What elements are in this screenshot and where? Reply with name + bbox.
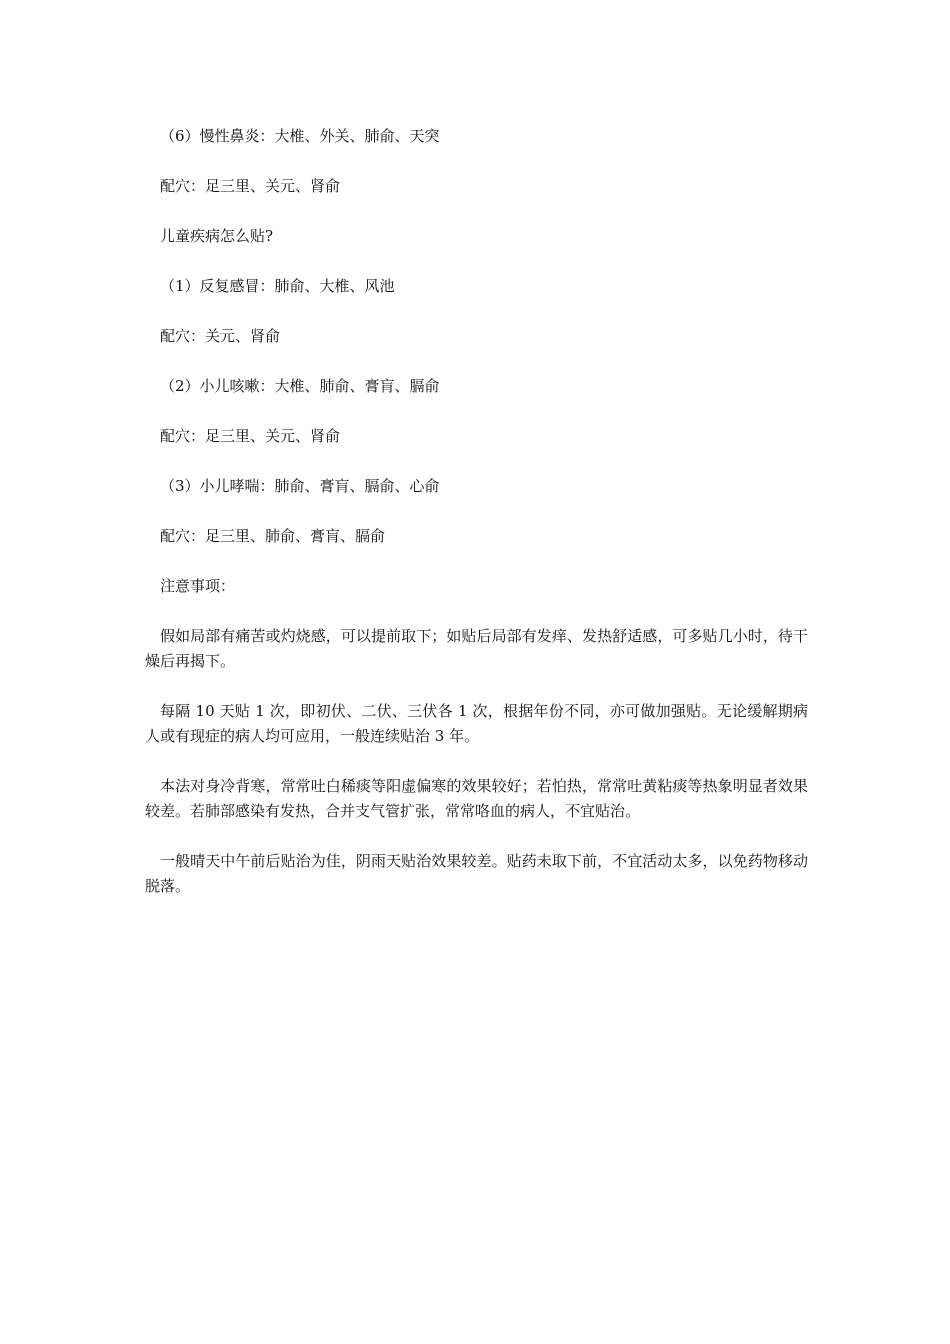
precaution-paragraph: 假如局部有痛苦或灼烧感，可以提前取下；如贴后局部有发痒、发热舒适感，可多贴几小时，待干燥后再揭下。 (145, 627, 808, 670)
child-cough-line: （2）小儿咳嗽：大椎、肺俞、膏肓、膈俞 (160, 377, 440, 395)
precaution-paragraph: 一般晴天中午前后贴治为佳，阴雨天贴治效果较差。贴药未取下前，不宜活动太多，以免药物移动脱落。 (145, 852, 808, 895)
recurrent-cold-line: （1）反复感冒：肺俞、大椎、风池 (160, 277, 395, 295)
precaution-paragraph: 本法对身冷背寒，常常吐白稀痰等阳虚偏寒的效果较好；若怕热，常常吐黄粘痰等热象明显者效果较差。若肺部感染有发热，合并支气管扩张，常常咯血的病人，不宜贴治。 (145, 777, 808, 820)
acupoint-pairing-line: 配穴：足三里、关元、肾俞 (160, 427, 341, 445)
child-asthma-line: （3）小儿哮喘：肺俞、膏肓、膈俞、心俞 (160, 477, 440, 495)
precaution-paragraph: 每隔 10 天贴 1 次，即初伏、二伏、三伏各 1 次，根据年份不同，亦可做加强贴。无论缓解期病人或有现症的病人均可应用，一般连续贴治 3 年。 (145, 702, 808, 745)
children-section-heading: 儿童疾病怎么贴? (160, 227, 274, 245)
precautions-heading: 注意事项： (160, 577, 236, 595)
acupoint-pairing-line: 配穴：足三里、肺俞、膏肓、膈俞 (160, 527, 386, 545)
acupoint-pairing-line: 配穴：足三里、关元、肾俞 (160, 177, 341, 195)
document-body (145, 124, 808, 924)
chronic-rhinitis-line: （6）慢性鼻炎：大椎、外关、肺俞、天突 (160, 127, 440, 145)
acupoint-pairing-line: 配穴：关元、肾俞 (160, 327, 281, 345)
